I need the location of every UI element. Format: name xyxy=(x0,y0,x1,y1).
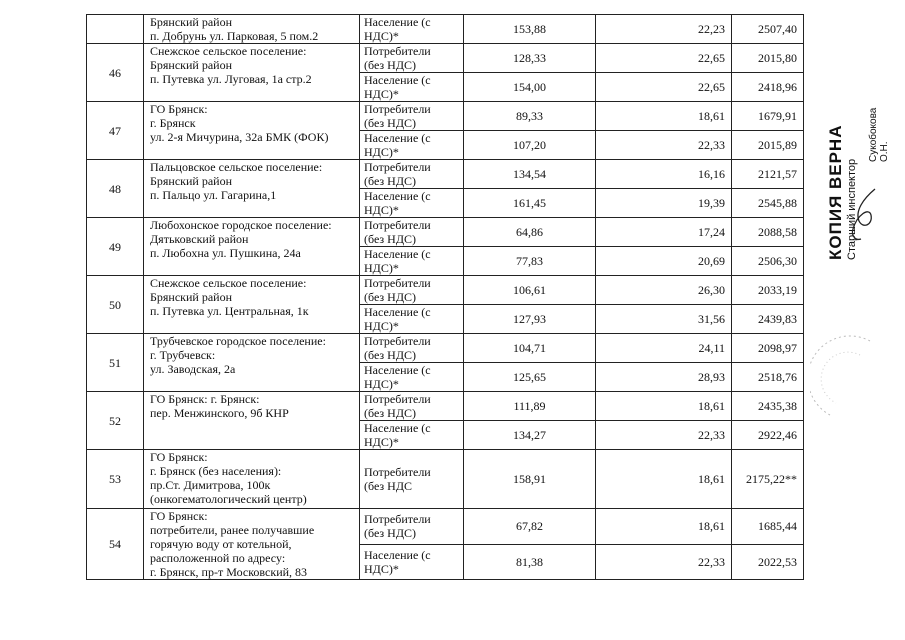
category-line: (без НДС) xyxy=(364,348,417,362)
signature-icon xyxy=(845,185,885,245)
tariff-table xyxy=(86,14,804,580)
consumer-category xyxy=(360,102,464,131)
table-row xyxy=(87,392,804,421)
consumer-category xyxy=(360,509,464,545)
category-line: (без НДС) xyxy=(364,116,417,130)
tariff-value-2: 22,33 xyxy=(596,544,732,580)
category-line: НДС)* xyxy=(364,87,399,101)
category-line: Потребители xyxy=(364,334,431,348)
tariff-value-2: 22,33 xyxy=(596,131,732,160)
faded-seal-icon xyxy=(810,335,880,425)
tariff-value-2: 22,65 xyxy=(596,44,732,73)
table-row xyxy=(87,450,804,509)
category-line: Население (с xyxy=(364,131,431,145)
tariff-value-3: 2088,58 xyxy=(732,218,804,247)
table-row xyxy=(87,509,804,545)
table-row xyxy=(87,160,804,189)
category-line: (без НДС) xyxy=(364,174,417,188)
consumer-category xyxy=(360,131,464,160)
category-line: Население (с xyxy=(364,189,431,203)
tariff-value-1: 128,33 xyxy=(464,44,596,73)
tariff-value-1: 67,82 xyxy=(464,509,596,545)
row-number: 54 xyxy=(87,509,144,580)
tariff-value-1: 107,20 xyxy=(464,131,596,160)
category-line: НДС)* xyxy=(364,145,399,159)
tariff-value-1: 77,83 xyxy=(464,247,596,276)
tariff-value-1: 154,00 xyxy=(464,73,596,102)
row-number xyxy=(87,15,144,44)
table-row xyxy=(87,102,804,131)
tariff-value-2: 28,93 xyxy=(596,363,732,392)
address-line: п. Любохна ул. Пушкина, 24а xyxy=(150,246,301,260)
address-line: г. Трубчевск: xyxy=(150,348,216,362)
category-line: Потребители xyxy=(364,512,431,527)
tariff-value-3: 2175,22** xyxy=(732,450,804,509)
tariff-value-2: 26,30 xyxy=(596,276,732,305)
tariff-value-1: 125,65 xyxy=(464,363,596,392)
address-line: Трубчевское городское поселение: xyxy=(150,334,326,348)
address-line: г. Брянск, пр-т Московский, 83 xyxy=(150,565,308,579)
category-line: Потребители xyxy=(364,465,431,479)
consumer-category xyxy=(360,334,464,363)
table-row xyxy=(87,334,804,363)
address-line: потребители, ранее получавшие xyxy=(150,523,315,537)
tariff-value-1: 134,54 xyxy=(464,160,596,189)
row-number: 49 xyxy=(87,218,144,276)
table-row xyxy=(87,276,804,305)
consumer-category xyxy=(360,44,464,73)
address-line: ул. Заводская, 2а xyxy=(150,362,236,376)
consumer-category xyxy=(360,392,464,421)
tariff-value-1: 153,88 xyxy=(464,15,596,44)
tariff-value-1: 89,33 xyxy=(464,102,596,131)
stamp-title: КОПИЯ ВЕРНА xyxy=(826,124,845,260)
stamp-role: Старший инспектор xyxy=(846,158,858,260)
consumer-category xyxy=(360,189,464,218)
tariff-value-1: 127,93 xyxy=(464,305,596,334)
tariff-value-3: 1685,44 xyxy=(732,509,804,545)
tariff-value-2: 19,39 xyxy=(596,189,732,218)
tariff-value-2: 31,56 xyxy=(596,305,732,334)
category-line: НДС)* xyxy=(364,203,399,217)
category-line: (без НДС) xyxy=(364,290,417,304)
tariff-table-body xyxy=(87,15,804,580)
stamp-name: Сукобокова О.Н. xyxy=(868,107,890,162)
consumer-category xyxy=(360,218,464,247)
category-line: Население (с xyxy=(364,73,431,87)
address-line: п. Добрунь ул. Парковая, 5 пом.2 xyxy=(150,29,319,43)
category-line: Потребители xyxy=(364,44,431,58)
address-line: расположенной по адресу: xyxy=(150,551,286,565)
address-cell xyxy=(144,509,360,580)
address-line: Брянский район xyxy=(150,58,233,72)
tariff-value-2: 24,11 xyxy=(596,334,732,363)
address-line: Любохонское городское поселение: xyxy=(150,218,332,232)
address-line: пер. Менжинского, 9б КНР xyxy=(150,406,289,420)
address-cell xyxy=(144,218,360,276)
tariff-value-3: 2507,40 xyxy=(732,15,804,44)
tariff-value-3: 2418,96 xyxy=(732,73,804,102)
tariff-value-2: 18,61 xyxy=(596,392,732,421)
tariff-value-2: 22,23 xyxy=(596,15,732,44)
address-cell xyxy=(144,160,360,218)
address-cell xyxy=(144,450,360,509)
tariff-value-1: 81,38 xyxy=(464,544,596,580)
row-number: 52 xyxy=(87,392,144,450)
tariff-value-2: 22,65 xyxy=(596,73,732,102)
tariff-value-1: 104,71 xyxy=(464,334,596,363)
address-line: п. Пальцо ул. Гагарина,1 xyxy=(150,188,277,202)
tariff-value-3: 2545,88 xyxy=(732,189,804,218)
tariff-value-3: 2022,53 xyxy=(732,544,804,580)
address-line: Пальцовское сельское поселение: xyxy=(150,160,323,174)
tariff-value-1: 158,91 xyxy=(464,450,596,509)
tariff-value-3: 2518,76 xyxy=(732,363,804,392)
consumer-category xyxy=(360,73,464,102)
category-line: Потребители xyxy=(364,276,431,290)
tariff-value-3: 2435,38 xyxy=(732,392,804,421)
consumer-category xyxy=(360,544,464,580)
category-line: Население (с xyxy=(364,15,431,29)
tariff-value-3: 2121,57 xyxy=(732,160,804,189)
address-cell xyxy=(144,102,360,160)
tariff-value-1: 161,45 xyxy=(464,189,596,218)
address-cell xyxy=(144,15,360,44)
category-line: Население (с xyxy=(364,363,431,377)
address-line: Брянский район xyxy=(150,174,233,188)
tariff-value-1: 111,89 xyxy=(464,392,596,421)
category-line: Потребители xyxy=(364,102,431,116)
address-line: пр.Ст. Димитрова, 100к xyxy=(150,478,271,492)
category-line: Население (с xyxy=(364,547,431,562)
address-line: Снежское сельское поселение: xyxy=(150,276,307,290)
consumer-category xyxy=(360,276,464,305)
tariff-value-3: 2015,89 xyxy=(732,131,804,160)
category-line: НДС)* xyxy=(364,435,399,449)
tariff-value-2: 17,24 xyxy=(596,218,732,247)
address-line: ГО Брянск: xyxy=(150,450,208,464)
tariff-value-3: 2098,97 xyxy=(732,334,804,363)
category-line: НДС)* xyxy=(364,377,399,391)
category-line: Население (с xyxy=(364,421,431,435)
address-line: п. Путевка ул. Центральная, 1к xyxy=(150,304,309,318)
category-line: Население (с xyxy=(364,247,431,261)
address-line: Брянский район xyxy=(150,15,233,29)
address-cell xyxy=(144,44,360,102)
consumer-category xyxy=(360,421,464,450)
tariff-value-1: 106,61 xyxy=(464,276,596,305)
category-line: (без НДС xyxy=(364,479,413,493)
row-number: 48 xyxy=(87,160,144,218)
table-row xyxy=(87,15,804,44)
tariff-value-2: 18,61 xyxy=(596,450,732,509)
address-line: г. Брянск xyxy=(150,116,196,130)
category-line: НДС)* xyxy=(364,561,399,576)
address-line: ГО Брянск: xyxy=(150,102,208,116)
row-number: 50 xyxy=(87,276,144,334)
category-line: Потребители xyxy=(364,160,431,174)
address-cell xyxy=(144,276,360,334)
tariff-value-3: 2015,80 xyxy=(732,44,804,73)
address-line: г. Брянск (без населения): xyxy=(150,464,282,478)
tariff-value-3: 1679,91 xyxy=(732,102,804,131)
row-number: 46 xyxy=(87,44,144,102)
consumer-category xyxy=(360,305,464,334)
category-line: Потребители xyxy=(364,392,431,406)
category-line: НДС)* xyxy=(364,319,399,333)
address-line: ул. 2-я Мичурина, 32а БМК (ФОК) xyxy=(150,130,329,144)
tariff-value-2: 18,61 xyxy=(596,509,732,545)
table-row xyxy=(87,218,804,247)
address-line: Снежское сельское поселение: xyxy=(150,44,307,58)
category-line: Потребители xyxy=(364,218,431,232)
consumer-category xyxy=(360,247,464,276)
category-line: НДС)* xyxy=(364,261,399,275)
address-line: Брянский район xyxy=(150,290,233,304)
tariff-value-2: 20,69 xyxy=(596,247,732,276)
tariff-value-2: 16,16 xyxy=(596,160,732,189)
category-line: НДС)* xyxy=(364,29,399,43)
address-line: Дятьковский район xyxy=(150,232,249,246)
tariff-value-1: 64,86 xyxy=(464,218,596,247)
address-line: ГО Брянск: xyxy=(150,509,208,523)
consumer-category xyxy=(360,160,464,189)
consumer-category xyxy=(360,15,464,44)
row-number: 47 xyxy=(87,102,144,160)
address-line: ГО Брянск: г. Брянск: xyxy=(150,392,260,406)
category-line: (без НДС) xyxy=(364,406,417,420)
category-line: (без НДС) xyxy=(364,58,417,72)
address-line: (онкогематологический центр) xyxy=(150,492,307,506)
tariff-value-3: 2506,30 xyxy=(732,247,804,276)
table-row xyxy=(87,44,804,73)
address-cell xyxy=(144,392,360,450)
category-line: (без НДС) xyxy=(364,232,417,246)
row-number: 53 xyxy=(87,450,144,509)
tariff-value-2: 22,33 xyxy=(596,421,732,450)
tariff-value-2: 18,61 xyxy=(596,102,732,131)
tariff-value-3: 2033,19 xyxy=(732,276,804,305)
address-line: горячую воду от котельной, xyxy=(150,537,292,551)
tariff-value-3: 2922,46 xyxy=(732,421,804,450)
consumer-category xyxy=(360,450,464,509)
address-line: п. Путевка ул. Луговая, 1а стр.2 xyxy=(150,72,312,86)
consumer-category xyxy=(360,363,464,392)
category-line: Население (с xyxy=(364,305,431,319)
tariff-value-1: 134,27 xyxy=(464,421,596,450)
tariff-value-3: 2439,83 xyxy=(732,305,804,334)
address-cell xyxy=(144,334,360,392)
category-line: (без НДС) xyxy=(364,526,417,541)
row-number: 51 xyxy=(87,334,144,392)
